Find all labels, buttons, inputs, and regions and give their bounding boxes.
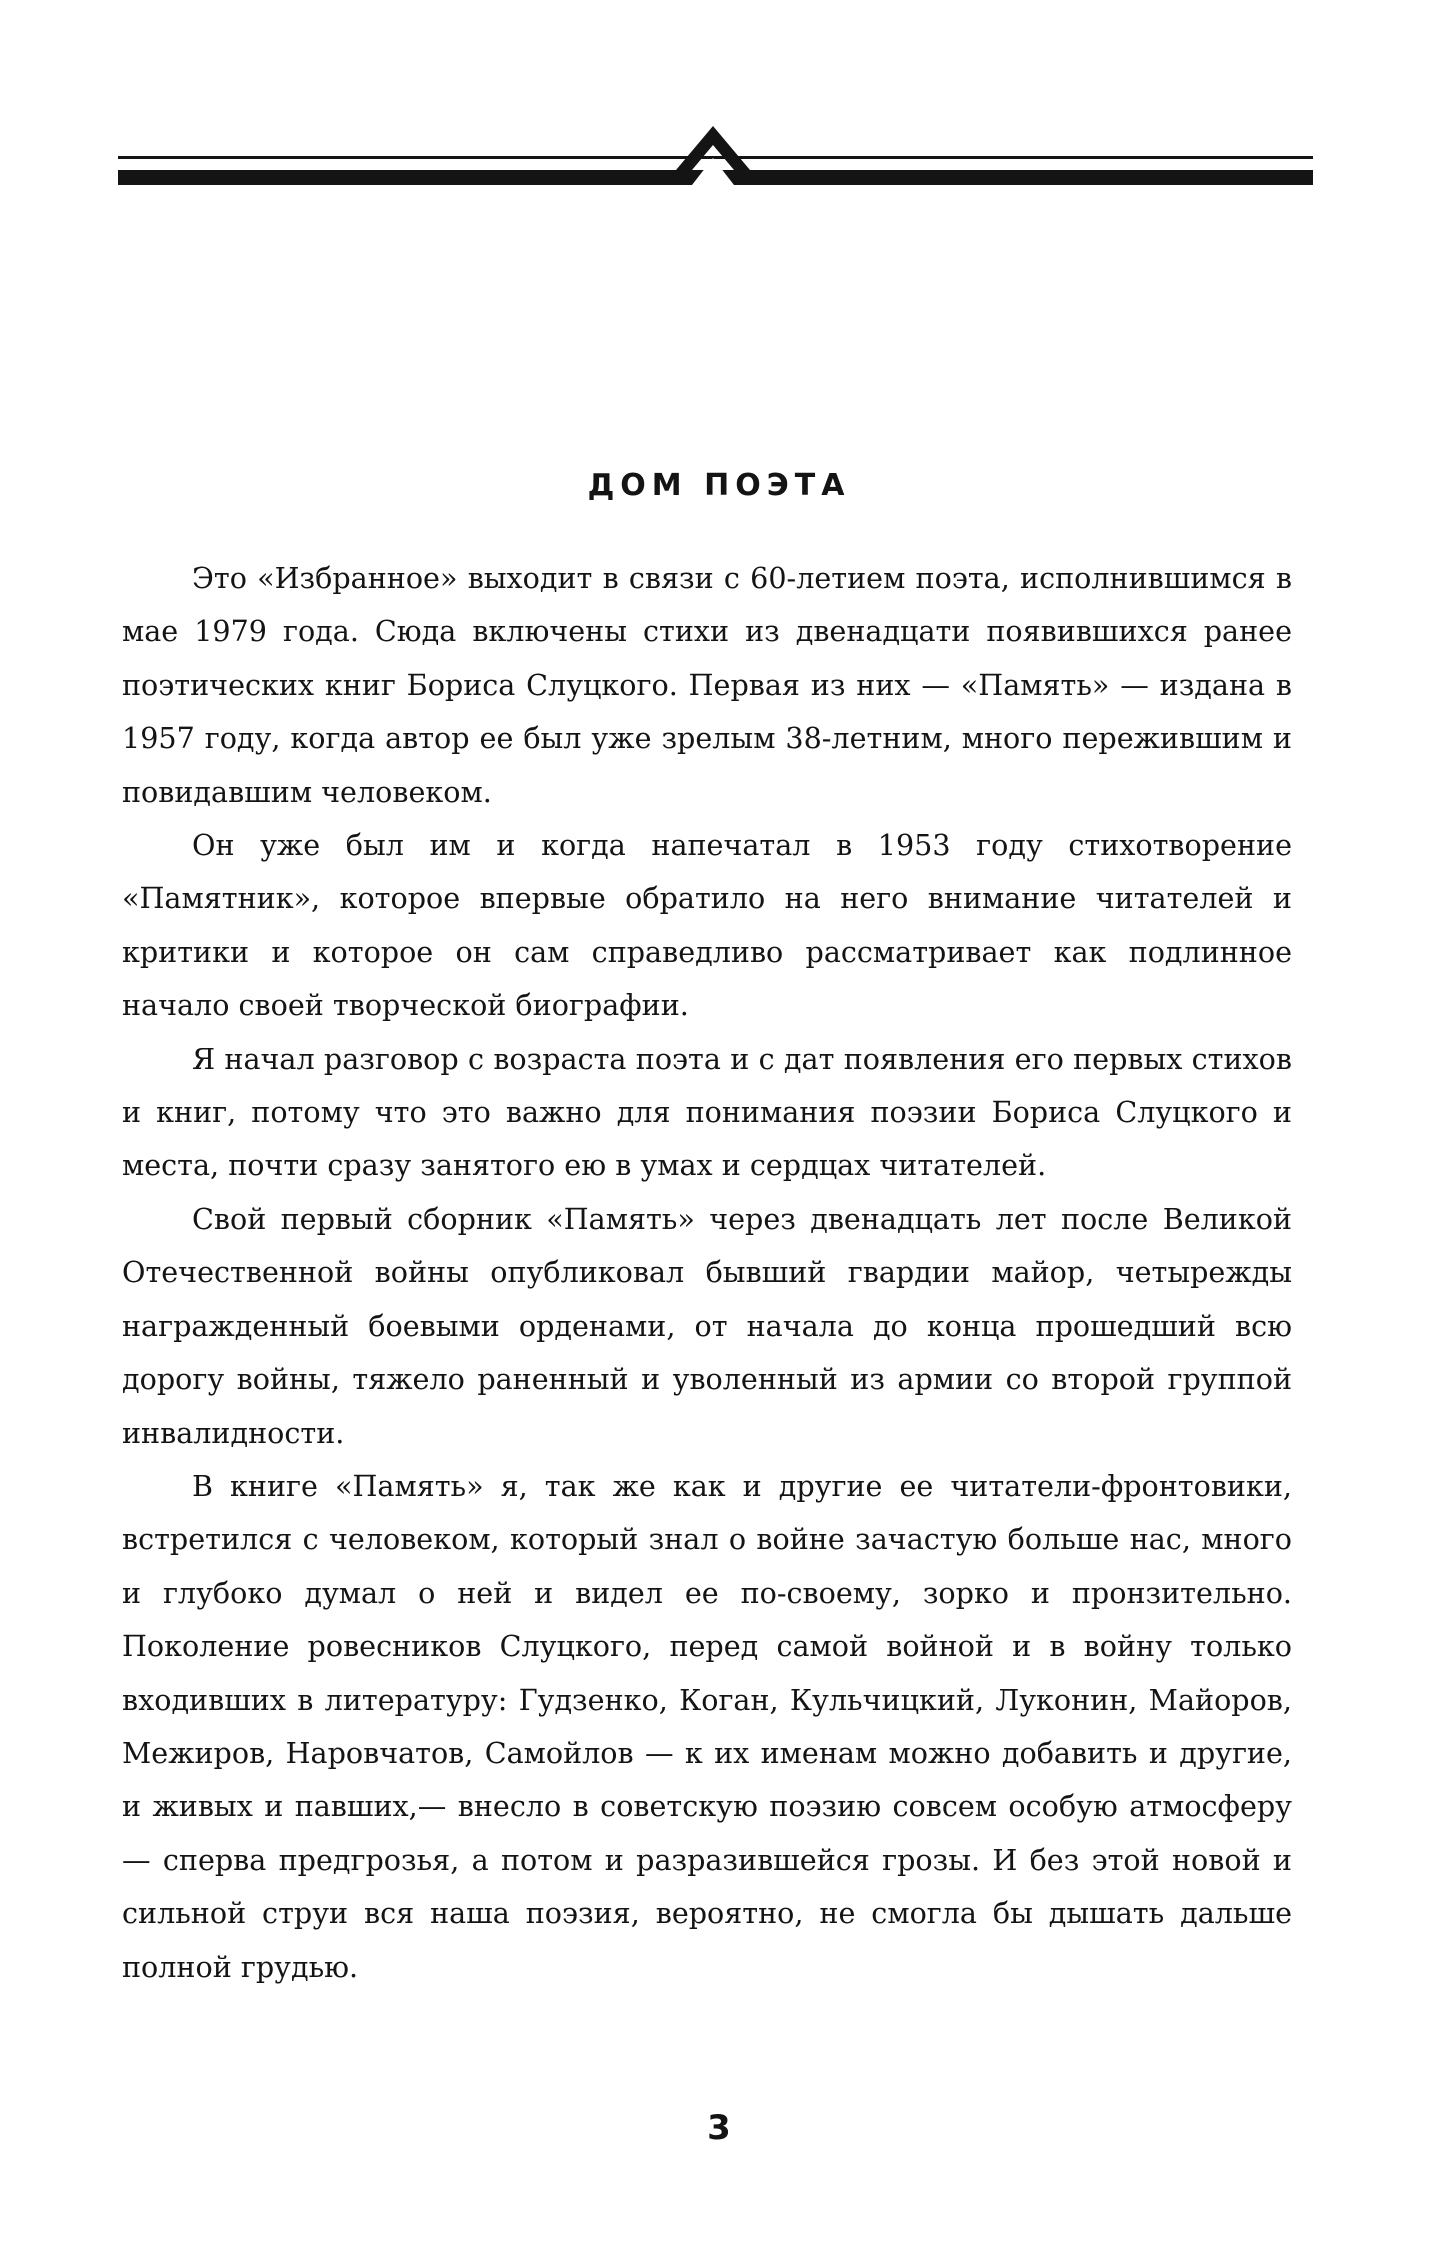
paragraph: Он уже был им и когда напечатал в 1953 году стихотворение «Памятник», которое впервые обратило на него внимание читателей и критики и которое он сам справедливо рассматривает как подлинное начало своей творческой биографии. xyxy=(122,828,1292,1023)
page-number: 3 xyxy=(707,2108,731,2148)
body-text xyxy=(122,552,1292,1994)
paragraph: Свой первый сборник «Память» через двенадцать лет после Великой Отечественной войны опубликовал бывший гвардии майор, четырежды награжденный боевыми орденами, от начала до конца прошедший всю дорогу войны, тяжело раненный и уволенный из армии со второй группой инвалидности. xyxy=(122,1201,1292,1450)
ornament-thin-rule xyxy=(118,156,1313,159)
header-ornament xyxy=(118,118,1313,198)
paragraph: Я начал разговор с возраста поэта и с дат появления его первых стихов и книг, потому что это важно для понимания поэзии Бориса Слуцкого и места, почти сразу занятого ею в умах и сердцах читателей. xyxy=(122,1041,1292,1183)
paragraph: Это «Избранное» выходит в связи с 60-летием поэта, исполнившимся в мае 1979 года. Сюда включены стихи из двенадцати появившихся ранее поэтических книг Бориса Слуцкого. Первая из них — «Память» — издана в 1957 году, когда автор ее был уже зрелым 38-летним, много пережившим и повидавшим человеком. xyxy=(122,561,1292,809)
paragraph: В книге «Память» я, так же как и другие ее читатели-фронтовики, встретился с человеком, который знал о войне зачастую больше нас, много и глубоко думал о ней и видел ее по-своему, зорко и пронзительно. Поколение ровесников Слуцкого, перед самой войной и в войну только входивших в литературу: Гудзенко, Коган, Кульчицкий, Луконин, Майоров, Межиров, Наровчатов, Самойлов — к их именам можно добавить и другие, и живых и павших,— внесло в советскую поэзию совсем особую атмосферу — сперва предгрозья, а потом и разразившейся грозы. И без этой новой и сильной струи вся наша поэзия, вероятно, не смогла бы дышать дальше полной грудью. xyxy=(122,1468,1292,1984)
chapter-title: ДОМ ПОЭТА xyxy=(587,468,851,503)
